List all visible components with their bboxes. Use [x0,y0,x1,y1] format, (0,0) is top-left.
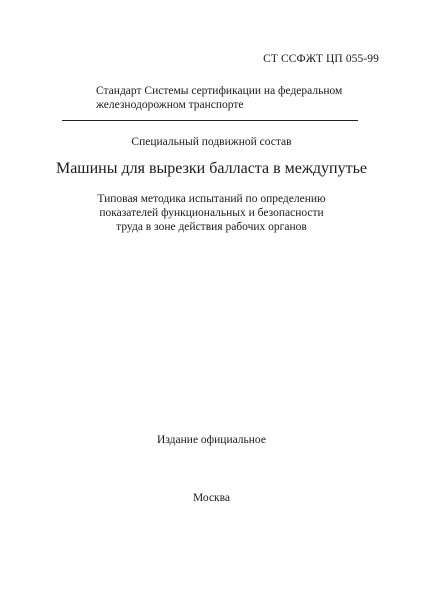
publication-city: Москва [192,492,231,504]
edition-label: Издание официальное [157,434,266,446]
system-name-line-2: железнодорожном транспорте [96,99,244,111]
document-title: Машины для вырезки балласта в междупутье [55,160,368,177]
subtitle-line-2: показателей функциональных и безопасности [99,207,324,219]
subtitle-line-1: Типовая методика испытаний по определению [97,193,326,205]
header-divider [62,120,358,121]
certification-system-name [96,84,343,112]
document-code: СТ ССФЖТ ЦП 055-99 [263,53,379,65]
category-heading: Специальный подвижной состав [131,136,292,148]
subtitle-line-3: труда в зоне действия рабочих органов [116,221,307,233]
document-subtitle [0,192,423,234]
system-name-line-1: Стандарт Системы сертификации на федеральном [96,85,343,97]
